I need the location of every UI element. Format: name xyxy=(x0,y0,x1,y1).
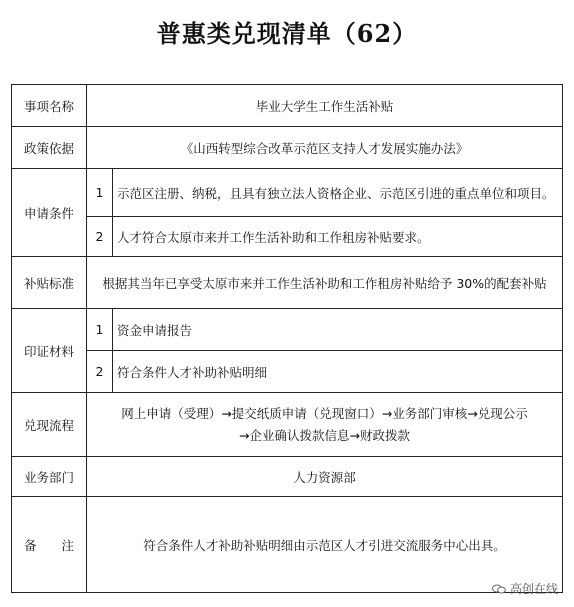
conditions-label: 申请条件 xyxy=(12,169,87,257)
policy-basis-label: 政策依据 xyxy=(12,127,87,169)
row-remarks xyxy=(12,497,563,593)
row-subsidy-standard xyxy=(12,257,563,309)
row-material-1 xyxy=(12,309,563,351)
material-1-text: 资金申请报告 xyxy=(113,309,563,351)
row-department xyxy=(12,457,563,497)
remarks-label: 备 注 xyxy=(12,497,87,593)
material-2-num: 2 xyxy=(87,351,113,393)
condition-2-num: 2 xyxy=(87,217,113,257)
subsidy-standard-label: 补贴标准 xyxy=(12,257,87,309)
row-item-name xyxy=(12,85,563,127)
wechat-icon xyxy=(492,584,506,594)
row-policy-basis xyxy=(12,127,563,169)
row-condition-1 xyxy=(12,169,563,217)
material-2-text: 符合条件人才补助补贴明细 xyxy=(113,351,563,393)
watermark-text: 高创在线 xyxy=(509,582,558,596)
remarks-value: 符合条件人才补助补贴明细由示范区人才引进交流服务中心出具。 xyxy=(87,497,563,593)
process-value xyxy=(87,393,563,457)
process-line-2: →企业确认拨款信息→财政拨款 xyxy=(239,427,410,443)
row-process xyxy=(12,393,563,457)
process-label: 兑现流程 xyxy=(12,393,87,457)
policy-basis-value: 《山西转型综合改革示范区支持人才发展实施办法》 xyxy=(87,127,563,169)
subsidy-standard-value: 根据其当年已享受太原市来并工作生活补助和工作租房补贴给予 30%的配套补贴 xyxy=(87,257,563,309)
row-material-2 xyxy=(12,351,563,393)
item-name-label: 事项名称 xyxy=(12,85,87,127)
condition-1-num: 1 xyxy=(87,169,113,217)
item-name-value: 毕业大学生工作生活补贴 xyxy=(87,85,563,127)
row-condition-2 xyxy=(12,217,563,257)
condition-2-text: 人才符合太原市来并工作生活补助和工作租房补贴要求。 xyxy=(113,217,563,257)
process-line-1: 网上申请（受理）→提交纸质申请（兑现窗口）→业务部门审核→兑现公示 xyxy=(121,405,528,421)
condition-1-text: 示范区注册、纳税，且具有独立法人资格企业、示范区引进的重点单位和项目。 xyxy=(113,169,563,217)
watermark xyxy=(492,580,558,597)
page-title: 普惠类兑现清单（62） xyxy=(156,19,418,48)
redemption-table xyxy=(11,84,563,593)
department-label: 业务部门 xyxy=(12,457,87,497)
materials-label: 印证材料 xyxy=(12,309,87,393)
material-1-num: 1 xyxy=(87,309,113,351)
department-value: 人力资源部 xyxy=(87,457,563,497)
